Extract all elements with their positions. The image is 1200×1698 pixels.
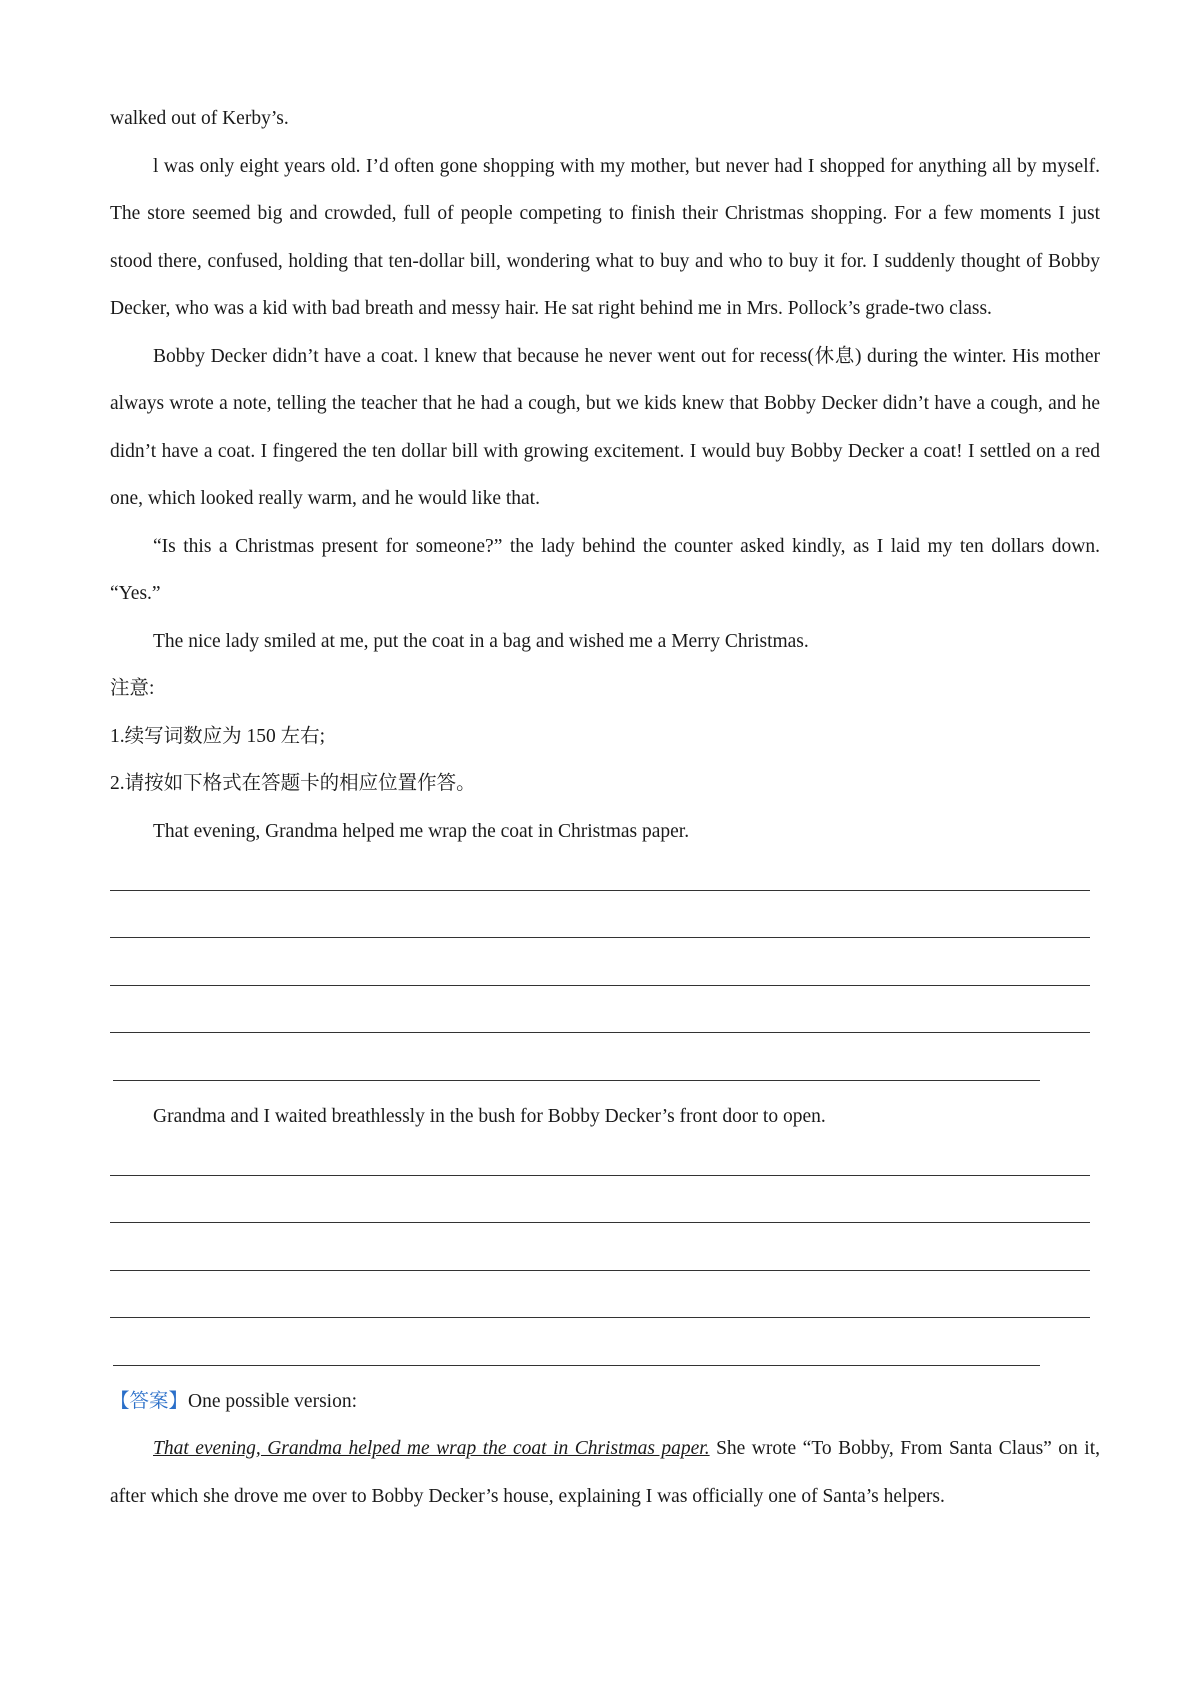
answer-line [110,903,1100,951]
answer-paragraph [110,1425,1100,1520]
answer-line [110,855,1100,903]
answer-line [110,1283,1100,1331]
answer-line [110,1140,1100,1188]
answer-continuation: She wrote “To Bobby, From Santa Claus” on it, after which she drove me over to Bobby Decker’s house, explaining I was officially one of Santa’s helpers. [110,1438,1100,1507]
answer-line [110,1188,1100,1236]
answer-lines-first [110,855,1100,1093]
prompt-second: Grandma and I waited breathlessly in the bush for Bobby Decker’s front door to open. [153,1105,826,1127]
answer-line [110,1235,1100,1283]
answer-lines-second [110,1140,1100,1378]
answer-intro: One possible version: [188,1390,357,1412]
story-paragraph-2: Bobby Decker didn’t have a coat. l knew that because he never went out for recess(休息) during the winter. His mother always wrote a note, telling the teacher that he had a cough, but we kids knew that Bobby Decker didn’t have a cough, and he didn’t have a coat. I fingered the ten dollar bill with growing excitement. I would buy Bobby Decker a coat! I settled on a red one, which looked really warm, and he would like that. [110,345,1100,509]
story-paragraph-4: The nice lady smiled at me, put the coat in a bag and wished me a Merry Christmas. [153,630,809,652]
story-paragraph-1: l was only eight years old. I’d often gone shopping with my mother, but never had I shopped for anything all by myself. The store seemed big and crowded, full of people competing to finish their Christmas shopping. For a few moments I just stood there, confused, holding that ten-dollar bill, wondering what to buy and who to buy it for. I suddenly thought of Bobby Decker, who was a kid with bad breath and messy hair. He sat right behind me in Mrs. Pollock’s grade-two class. [110,155,1100,319]
notes-heading: 注意: [110,678,155,699]
story-paragraph-3: “Is this a Christmas present for someone?” the lady behind the counter asked kindly, as I laid my ten dollars down. “Yes.” [110,535,1100,604]
story-paragraph-0: walked out of Kerby’s. [110,108,289,129]
answer-underlined-sentence: That evening, Grandma helped me wrap the coat in Christmas paper. [153,1438,710,1459]
answer-line [110,998,1100,1046]
notes-item-1: 1.续写词数应为 150 左右; [110,725,326,747]
answer-heading [110,1378,1100,1426]
notes-item-2: 2.请按如下格式在答题卡的相应位置作答。 [110,773,476,794]
answer-line [110,1045,1100,1093]
document-page [110,95,1100,1520]
prompt-first: That evening, Grandma helped me wrap the coat in Christmas paper. [153,820,690,842]
answer-line [110,950,1100,998]
answer-line [110,1330,1100,1378]
answer-tag: 【答案】 [110,1390,189,1412]
